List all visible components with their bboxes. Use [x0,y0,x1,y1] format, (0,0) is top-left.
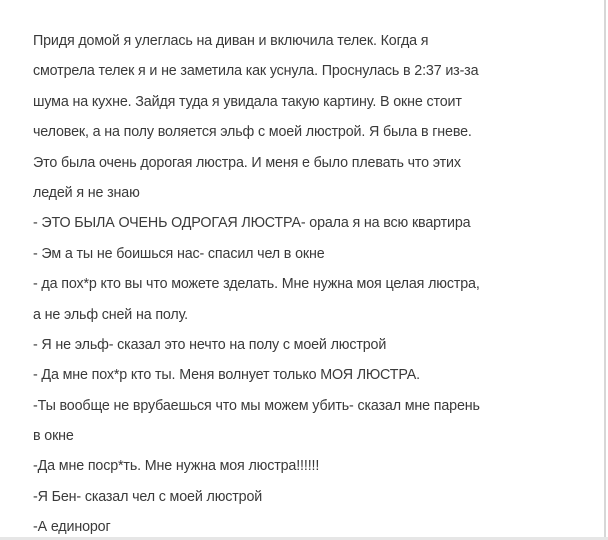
story-line: -Ты вообще не врубаешься что мы можем убить- сказал мне парень [33,397,480,414]
story-line: в окне [33,428,74,445]
story-line: - ЭТО БЫЛА ОЧЕНЬ ОДРОГАЯ ЛЮСТРА- орала я на всю квартира [33,215,471,232]
story-line: а не эльф сней на полу. [33,306,188,323]
story-line: ледей я не знаю [33,184,140,201]
story-line: -А единорог [33,519,111,536]
story-line: -Я Бен- сказал чел с моей люстрой [33,488,263,505]
story-text [33,26,588,540]
story-line: смотрела телек я и не заметила как уснула. Проснулась в 2:37 из-за [33,63,479,80]
story-line: - да пох*р кто вы что можете зделать. Мне нужна моя целая люстра, [33,276,480,293]
story-line: шума на кухне. Зайдя туда я увидала такую картину. В окне стоит [33,93,462,110]
story-line: - Да мне пох*р кто ты. Меня волнует только МОЯ ЛЮСТРА. [33,367,420,384]
story-line: человек, а на полу воляется эльф с моей люстрой. Я была в гневе. [33,124,472,141]
story-line: - Эм а ты не боишься нас- спасил чел в окне [33,245,325,262]
right-divider [604,0,606,540]
story-line: - Я не эльф- сказал это нечто на полу с моей люстрой [33,336,387,353]
story-line: -Да мне поср*ть. Мне нужна моя люстра!!!!!! [33,458,320,475]
story-line: Придя домой я улеглась на диван и включила телек. Когда я [33,33,429,49]
story-line: Это была очень дорогая люстра. И меня е было плевать что этих [33,154,461,171]
